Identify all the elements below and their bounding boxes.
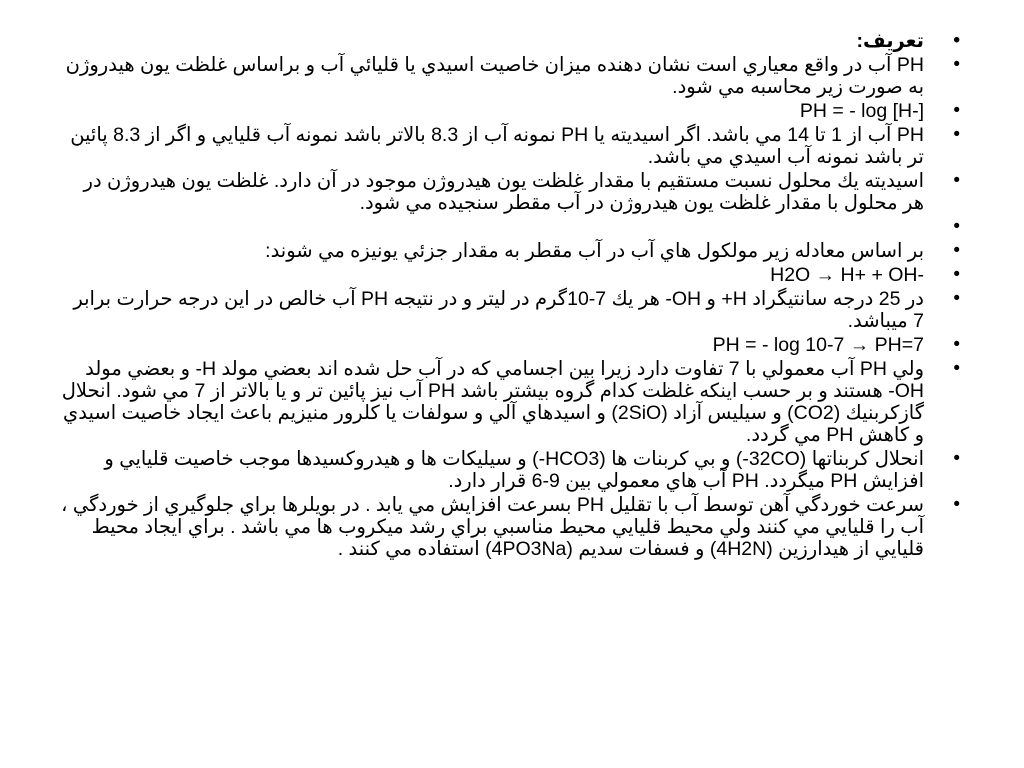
bullet-ph-log-formula xyxy=(58,334,966,356)
bullet-corrosion xyxy=(58,494,966,560)
bullet-ordinary-water-ph xyxy=(58,358,966,446)
bullet-pure-water-ph xyxy=(58,288,966,332)
bullet-ph-definition xyxy=(58,54,966,98)
equation-text: H2O → H+ + OH- xyxy=(770,264,924,286)
bullet-text: سرعت خوردگي آهن توسط آب با تقليل PH بسرعت افزايش مي يابد . در بويلرها براي جلوگيري از خوردگي ، آب را قليايي مي كنند ولي محيط قليايي محيط مناسبي براي رشد ميكروب ها مي باشد . براي ايجاد محيط قليايي از هيدارزين (4H2N) و فسفات سديم (4PO3Na) استفاده مي كنند . xyxy=(61,494,924,560)
bullet-text: ولي PH آب معمولي با 7 تفاوت دارد زيرا بين اجسامي كه در آب حل شده اند بعضي مولد H- و بعضي مولد OH- هستند و بر حسب اينكه غلظت كدام گروه بيشتر باشد PH آب نيز پائين تر و يا بالاتر از 7 مي شود. انحلال گازكربنيك (CO2) و سيليس آزاد (2SiO) و اسيدهاي آلي و سولفات يا كلرور منيزيم باعث ايجاد خاصيت اسيدي و كاهش PH مي گردد. xyxy=(61,358,924,446)
bullet-water-equation xyxy=(58,264,966,286)
bullet-text: انحلال كربناتها (32CO-) و بي كربنات ها (HCO3-) و سيليكات ها و هيدروكسيدها موجب خاصيت قليايي و افزايش PH ميگردد. PH آب هاي معمولي بين 9-6 قرار دارد. xyxy=(104,448,924,492)
bullet-text: بر اساس معادله زير مولكول هاي آب در آب مقطر به مقدار جزئي يونيزه مي شوند: xyxy=(265,240,924,262)
slide-content xyxy=(58,30,966,750)
bullet-list xyxy=(58,30,966,560)
bullet-text: PH آب از 1 تا 14 مي باشد. اگر اسيديته يا PH نمونه آب از 8.3 بالاتر باشد نمونه آب قليايي و اگر از 8.3 پائين تر باشد نمونه آب اسيدي مي باشد. xyxy=(70,124,924,168)
formula-text: PH = - log 10-7 → PH=7 xyxy=(712,334,924,356)
bullet-ph-formula xyxy=(58,100,966,122)
bullet-ionization-intro xyxy=(58,240,966,262)
formula-text: PH = - log [H-] xyxy=(799,100,924,122)
bullet-text: تعريف: xyxy=(856,30,924,52)
bullet-definition-heading xyxy=(58,30,966,52)
bullet-text: اسيديته يك محلول نسبت مستقيم با مقدار غلظت يون هيدروژن موجود در آن دارد. غلظت يون هيدروژن در هر محلول با مقدار غلظت يون هيدروژن در آب مقطر سنجيده مي شود. xyxy=(83,170,924,214)
bullet-carbonates xyxy=(58,448,966,492)
bullet-acidity xyxy=(58,170,966,214)
bullet-text: PH آب در واقع معياري است نشان دهنده ميزان خاصيت اسيدي يا قليائي آب و براساس غلظت يون هيدروژن به صورت زير محاسبه مي شود. xyxy=(65,54,924,98)
bullet-text: در 25 درجه سانتيگراد H+ و OH- هر يك 7-10گرم در ليتر و در نتيجه PH آب خالص در اين درجه حرارت برابر 7 ميباشد. xyxy=(73,288,924,332)
bullet-ph-range xyxy=(58,124,966,168)
bullet-empty xyxy=(58,216,966,238)
